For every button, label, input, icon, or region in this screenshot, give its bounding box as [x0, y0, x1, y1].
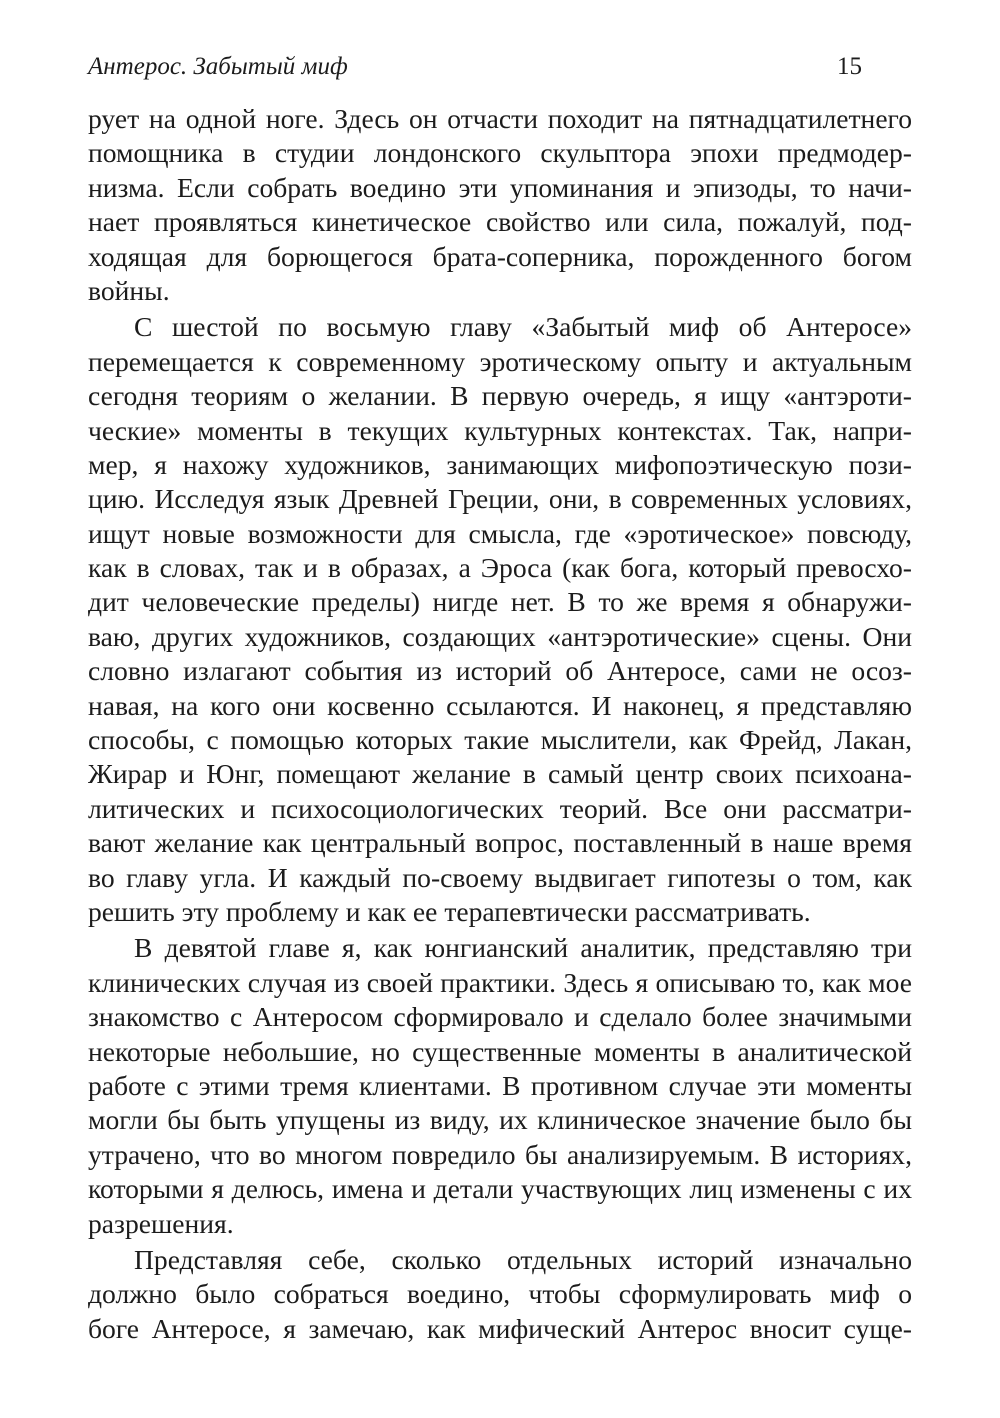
text-line: войны.: [88, 274, 170, 306]
text-line: клинических случая из своей практики. Здесь я описываю то, как мое: [88, 966, 912, 998]
text-line: Представляя себе, сколько отдельных историй изначально: [134, 1243, 912, 1275]
paragraph-4: [88, 1243, 912, 1346]
text-line: которыми я делюсь, имена и детали участвующих лиц изменены с их: [88, 1173, 912, 1205]
text-line: литических и психосоциологических теорий. Все они рассматри-: [88, 792, 912, 824]
running-title: Антерос. Забытый миф: [88, 53, 348, 80]
text-line: нает проявляться кинетическое свойство или сила, пожалуй, под-: [88, 206, 912, 238]
text-line: Жирар и Юнг, помещают желание в самый центр своих психоана-: [88, 758, 912, 790]
paragraph-1: [88, 102, 912, 308]
text-line: мер, я нахожу художников, занимающих мифопоэтическую пози-: [88, 448, 912, 480]
text-line: словно излагают события из историй об Антеросе, сами не осоз-: [88, 655, 912, 687]
text-line: некоторые небольшие, но существенные моменты в аналитической: [88, 1035, 912, 1067]
text-line: знакомство с Антеросом сформировало и сделало более значимыми: [88, 1001, 912, 1033]
text-body: [88, 102, 912, 1348]
paragraph-3: [88, 931, 912, 1241]
text-line: решить эту проблему и как ее терапевтически рассматривать.: [88, 895, 811, 927]
text-line: В девятой главе я, как юнгианский аналитик, представляю три: [134, 932, 912, 964]
text-line: ческие» моменты в текущих культурных контекстах. Так, напри-: [88, 414, 912, 446]
text-line: сегодня теориям о желании. В первую очередь, я ищу «антэроти-: [88, 380, 912, 412]
text-line: навая, на кого они косвенно ссылаются. И наконец, я представляю: [88, 689, 912, 721]
text-line: рует на одной ноге. Здесь он отчасти походит на пятнадцатилетнего: [88, 103, 912, 134]
text-line: ваю, других художников, создающих «антэротические» сцены. Они: [88, 620, 912, 652]
page-number: 15: [837, 53, 862, 80]
text-line: ищут новые возможности для смысла, где «эротическое» повсюду,: [88, 517, 912, 549]
text-line: должно было собраться воедино, чтобы сформулировать миф о: [88, 1278, 912, 1310]
text-line: вают желание как центральный вопрос, поставленный в наше время: [88, 827, 912, 859]
text-line: перемещается к современному эротическому опыту и актуальным: [88, 345, 912, 377]
paragraph-2: [88, 310, 912, 929]
text-line: цию. Исследуя язык Древней Греции, они, в современных условиях,: [88, 483, 912, 515]
text-line: могли бы быть упущены из виду, их клиническое значение было бы: [88, 1104, 912, 1136]
text-line: С шестой по восьмую главу «Забытый миф об Антеросе»: [134, 311, 912, 343]
text-line: низма. Если собрать воедино эти упоминания и эпизоды, то начи-: [88, 171, 912, 203]
text-line: работе с этими тремя клиентами. В противном случае эти моменты: [88, 1069, 912, 1101]
text-line: разрешения.: [88, 1207, 234, 1239]
text-line: дит человеческие пределы) нигде нет. В то же время я обнаружи-: [88, 586, 912, 618]
text-line: боге Антеросе, я замечаю, как мифический Антерос вносит суще-: [88, 1312, 912, 1344]
text-line: как в словах, так и в образах, а Эроса (как бога, который превосхо-: [88, 552, 912, 584]
running-head: [88, 50, 862, 84]
text-line: во главу угла. И каждый по-своему выдвигает гипотезы о том, как: [88, 861, 912, 893]
text-line: способы, с помощью которых такие мыслители, как Фрейд, Лакан,: [88, 724, 912, 756]
text-line: утрачено, что во многом повредило бы анализируемым. В историях,: [88, 1138, 912, 1170]
text-line: ходящая для борющегося брата-соперника, порожденного богом: [88, 240, 912, 272]
text-line: помощника в студии лондонского скульптора эпохи предмодер-: [88, 137, 912, 169]
